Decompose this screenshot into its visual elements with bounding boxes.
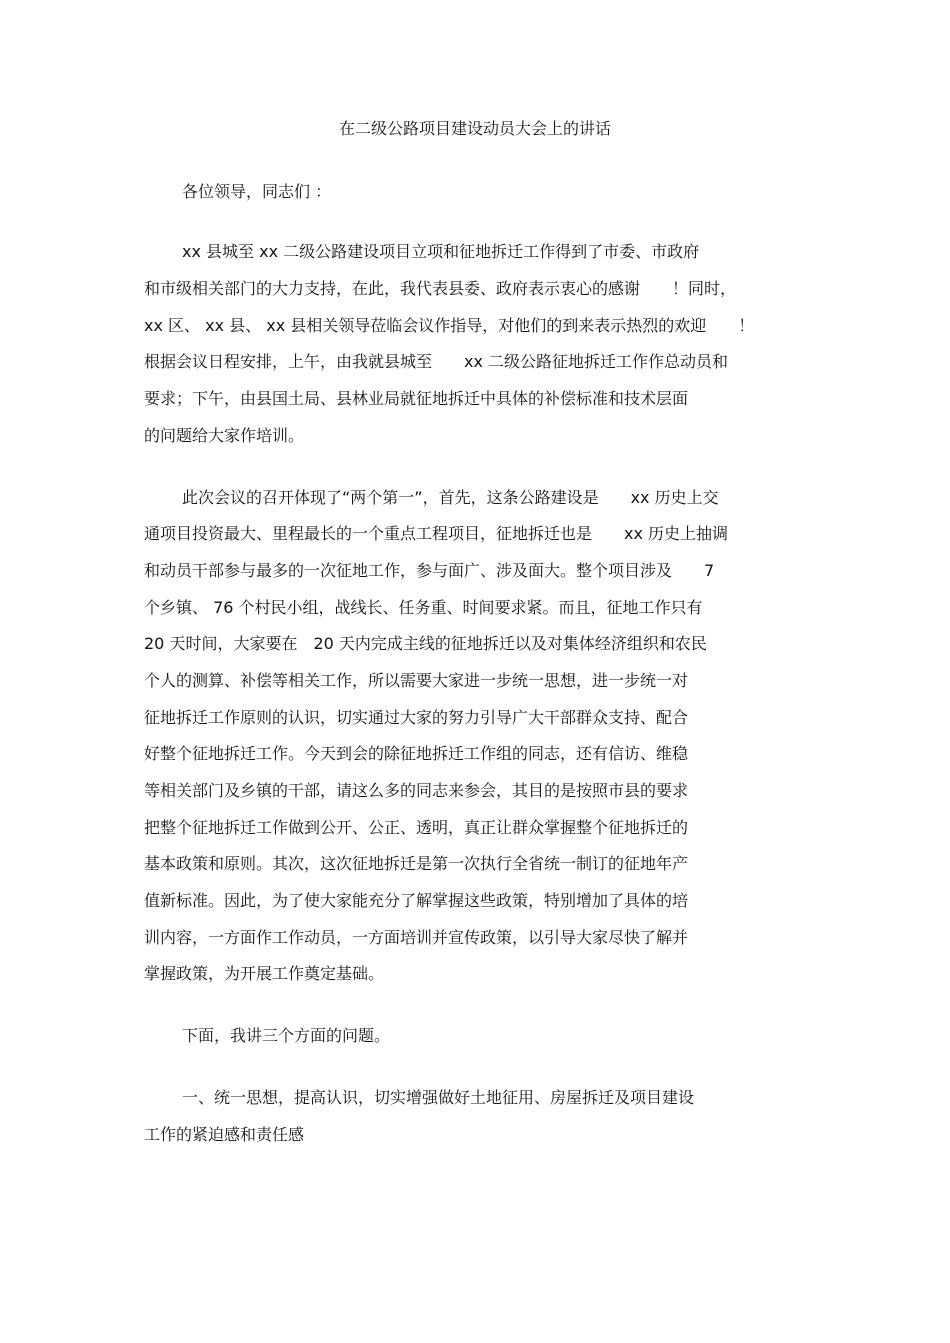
- paragraph-line: 等相关部门及乡镇的干部，请这么多的同志来参会，其目的是按照市县的要求: [144, 781, 689, 800]
- paragraph-line: 和市级相关部门的大力支持，在此，我代表县委、政府表示衷心的感谢 ！同时，: [144, 279, 737, 298]
- paragraph-line: 的问题给大家作培训。: [144, 426, 305, 445]
- paragraph-line: 征地拆迁工作原则的认识，切实通过大家的努力引导广大干部群众支持、配合: [144, 708, 689, 727]
- paragraph-line: 值新标准。因此，为了使大家能充分了解掌握这些政策，特别增加了具体的培: [144, 891, 689, 910]
- paragraph-line: 基本政策和原则。其次，这次征地拆迁是第一次执行全省统一制订的征地年产: [144, 854, 689, 873]
- paragraph-line: 掌握政策，为开展工作奠定基础。: [144, 964, 385, 983]
- paragraph-line: 20 天时间，大家要在 20 天内完成主线的征地拆迁以及对集体经济组织和农民: [144, 634, 707, 653]
- paragraph-line: 通项目投资最大、里程最长的一个重点工程项目，征地拆迁也是 xx 历史上抽调: [144, 524, 729, 543]
- salutation: 各位领导，同志们 ：: [182, 182, 332, 201]
- paragraph-line: xx 区、 xx 县、 xx 县相关领导莅临会议作指导，对他们的到来表示热烈的欢迎 ！: [144, 316, 755, 335]
- paragraph-line: 和动员干部参与最多的一次征地工作，参与面广、涉及面大。整个项目涉及 7: [144, 561, 715, 580]
- paragraph-line: 好整个征地拆迁工作。今天到会的除征地拆迁工作组的同志，还有信访、维稳: [144, 744, 689, 763]
- paragraph-line: 训内容，一方面作工作动员，一方面培训并宣传政策，以引导大家尽快了解并: [144, 928, 689, 947]
- paragraph-line: 此次会议的召开体现了“两个第一”，首先，这条公路建设是 xx 历史上交: [182, 488, 719, 507]
- heading-line: 一、统一思想，提高认识，切实增强做好土地征用、房屋拆迁及项目建设: [182, 1088, 695, 1107]
- document-title: 在二级公路项目建设动员大会上的讲话: [338, 119, 611, 138]
- paragraph-line: 根据会议日程安排，上午，由我就县城至 xx 二级公路征地拆迁工作作总动员和: [144, 352, 729, 371]
- paragraph-line: 把整个征地拆迁工作做到公开、公正、透明，真正让群众掌握整个征地拆迁的: [144, 818, 689, 837]
- heading-line: 工作的紧迫感和责任感: [144, 1125, 305, 1144]
- paragraph-line: 个乡镇、 76 个村民小组，战线长、任务重、时间要求紧。而且，征地工作只有: [144, 598, 703, 617]
- paragraph-line: 个人的测算、补偿等相关工作，所以需要大家进一步统一思想，进一步统一对: [144, 671, 689, 690]
- paragraph-line: xx 县城至 xx 二级公路建设项目立项和征地拆迁工作得到了市委、市政府: [182, 242, 700, 261]
- paragraph-line: 要求；下午，由县国土局、县林业局就征地拆迁中具体的补偿标准和技术层面: [144, 389, 689, 408]
- paragraph-3: 下面，我讲三个方面的问题。: [182, 1026, 391, 1045]
